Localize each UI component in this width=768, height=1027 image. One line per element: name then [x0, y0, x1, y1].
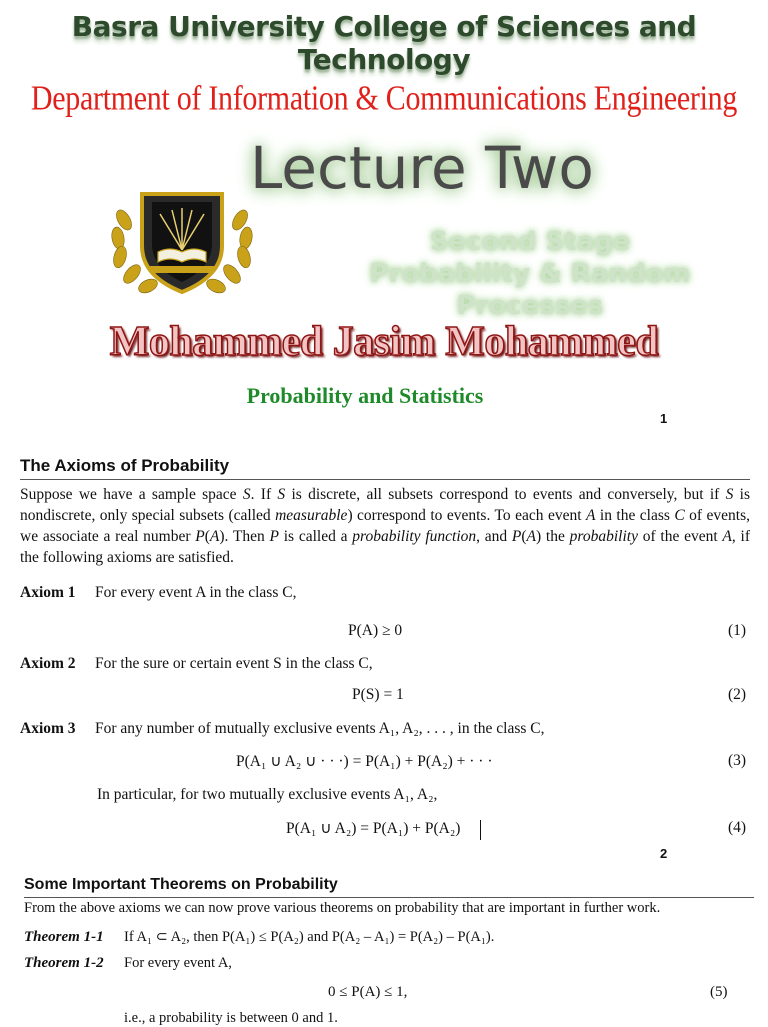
- axiom3-label: Axiom 3: [20, 720, 76, 737]
- author-name: Mohammed Jasim Mohammed: [109, 319, 659, 365]
- theorem1-text: If A₁ ⊂ A₂, then P(A₁) ≤ P(A₂) and P(A₂ – A₁) = P(A₂) – P(A₁).: [124, 929, 495, 945]
- equation-3-number: (3): [728, 752, 747, 769]
- stage-label: Second Stage: [429, 227, 631, 257]
- text-cursor: [480, 820, 481, 840]
- theorems-intro: From the above axioms we can now prove various theorems on probability that are important in further work.: [24, 900, 661, 916]
- equation-5-number: (5): [710, 984, 728, 1000]
- theorem2-text: For every event A,: [124, 955, 232, 971]
- lecture-title: Lecture Two: [250, 134, 594, 202]
- course-label: Probability & Random Processes: [369, 259, 691, 321]
- subject-title: Probability and Statistics: [246, 383, 484, 408]
- equation-1: P(A) ≥ 0: [348, 622, 403, 639]
- theorem2-label: Theorem 1-2: [24, 955, 104, 971]
- axiom1-label: Axiom 1: [20, 584, 76, 601]
- particular-text: In particular, for two mutually exclusive events A₁, A₂,: [97, 786, 438, 803]
- section-title-theorems: Some Important Theorems on Probability: [24, 876, 338, 893]
- axiom2-text: For the sure or certain event S in the class C,: [95, 655, 373, 672]
- college-crest-logo: [102, 180, 262, 300]
- department-title: Department of Information & Communications Engineering: [30, 79, 738, 118]
- equation-4-number: (4): [728, 819, 747, 836]
- equation-2-number: (2): [728, 686, 747, 703]
- equation-5: 0 ≤ P(A) ≤ 1,: [328, 984, 408, 1000]
- axioms-paragraph: Suppose we have a sample space S. If S is discrete, all subsets correspond to events and conversely, but if S is nondiscrete, only special subsets (called measurable) correspond to events. To each event A in the class C of events, we associate a real number P(A). Then P is called a probability function, and P(A) the probability of the event A, if the following axioms are satisfied.: [20, 486, 751, 566]
- section-rule: [20, 479, 750, 480]
- theorem1-label: Theorem 1-1: [24, 929, 104, 945]
- section-title-axioms: The Axioms of Probability: [20, 456, 230, 475]
- axiom3-text: For any number of mutually exclusive events A₁, A₂, . . . , in the class C,: [95, 720, 545, 737]
- college-title: Basra University College of Sciences and Technology: [71, 10, 697, 76]
- stage-course-block: [330, 226, 730, 322]
- equation-2: P(S) = 1: [352, 686, 404, 703]
- page-number-1: 1: [660, 411, 668, 426]
- theorem2-note: i.e., a probability is between 0 and 1.: [124, 1010, 338, 1026]
- equation-4: P(A₁ ∪ A₂) = P(A₁) + P(A₂): [286, 820, 461, 837]
- equation-3: P(A₁ ∪ A₂ ∪ · · ·) = P(A₁) + P(A₂) + · · ·: [236, 753, 493, 770]
- section-rule-2: [24, 897, 754, 898]
- page-number-2: 2: [660, 846, 668, 861]
- axiom1-text: For every event A in the class C,: [95, 584, 297, 601]
- axiom2-label: Axiom 2: [20, 655, 76, 672]
- equation-1-number: (1): [728, 622, 747, 639]
